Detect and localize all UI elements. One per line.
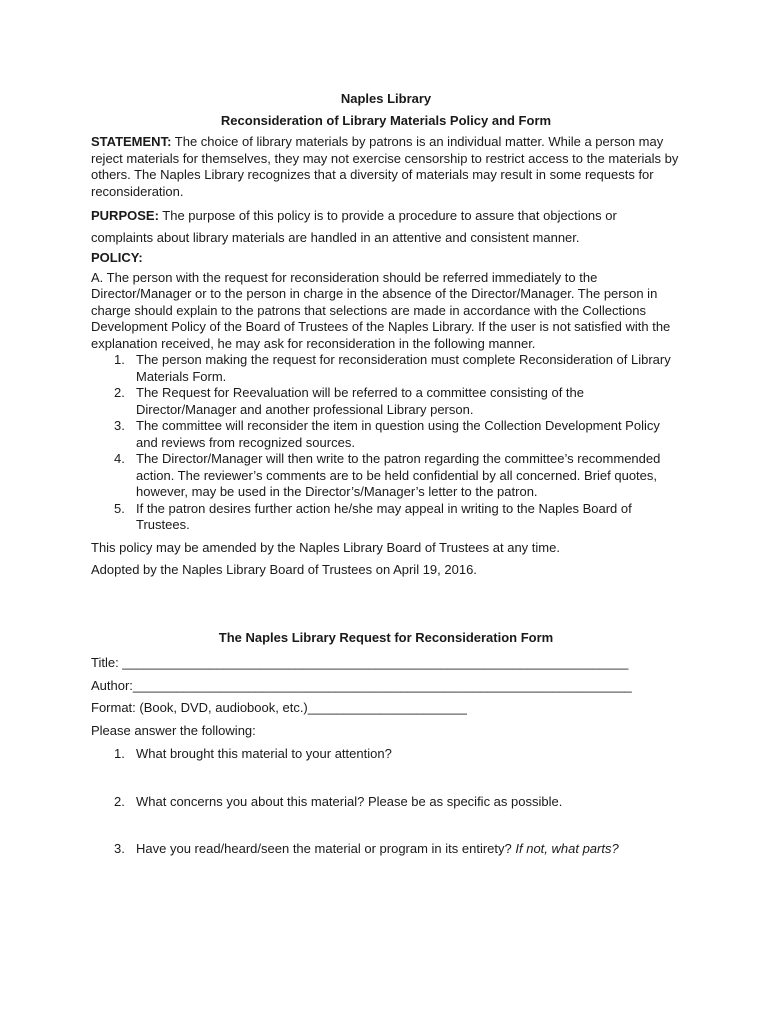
list-number: 3. <box>114 841 125 856</box>
purpose-paragraph <box>91 205 681 249</box>
question-item <box>91 794 681 811</box>
list-number: 3. <box>114 418 125 433</box>
policy-item-text: The committee will reconsider the item in question using the Collection Development Policy and reviews from recognized sources. <box>136 418 660 450</box>
statement-label: STATEMENT: <box>91 134 172 149</box>
policy-item <box>91 385 681 418</box>
author-field[interactable]: Author:_____________________________________________________________________ <box>91 677 632 693</box>
policy-item <box>91 501 681 534</box>
list-number: 4. <box>114 451 125 466</box>
policy-item-text: If the patron desires further action he/she may appeal in writing to the Naples Board of Trustees. <box>136 500 632 532</box>
list-number: 1. <box>114 352 125 367</box>
list-number: 2. <box>114 793 125 809</box>
policy-item <box>91 451 681 501</box>
form-title: The Naples Library Request for Reconsideration Form <box>218 629 554 645</box>
question-text: What brought this material to your attention? <box>136 746 392 761</box>
question-text: What concerns you about this material? Please be as specific as possible. <box>136 793 563 809</box>
policy-list <box>91 352 681 534</box>
format-field[interactable]: Format: (Book, DVD, audiobook, etc.)______________________ <box>91 700 467 715</box>
questions-intro: Please answer the following: <box>91 722 256 738</box>
policy-item <box>91 352 681 385</box>
purpose-label: PURPOSE: <box>91 208 159 223</box>
purpose-text: The purpose of this policy is to provide a procedure to assure that objections or complaints about library materials are handled in an attentive and consistent manner. <box>91 208 617 245</box>
document-subtitle: Reconsideration of Library Materials Policy and Form <box>220 112 552 128</box>
question-item <box>91 746 681 763</box>
policy-item-text: The Request for Reevaluation will be referred to a committee consisting of the Director/Manager and another professional Library person. <box>136 385 585 417</box>
question-italic-text: If not, what parts? <box>515 841 619 856</box>
adoption-note: Adopted by the Naples Library Board of Trustees on April 19, 2016. <box>91 562 477 577</box>
form-fields <box>91 655 681 717</box>
amendment-note: This policy may be amended by the Naples Library Board of Trustees at any time. <box>91 539 560 555</box>
question-text: Have you read/heard/seen the material or program in its entirety? <box>136 841 516 856</box>
title-field[interactable]: Title: ______________________________________________________________________ <box>91 655 629 670</box>
question-item <box>91 841 681 858</box>
policy-intro: A. The person with the request for reconsideration should be referred immediately to the Director/Manager or to the person in charge in the absence of the Director/Manager. The person in charge should explain to the patrons that selections are made in accordance with the Collections Development Policy of the Board of Trustees of the Naples Library. If the user is not satisfied with the explanation received, he may ask for reconsideration in the following manner. <box>91 269 671 351</box>
policy-heading: POLICY: <box>91 250 143 265</box>
list-number: 2. <box>114 385 125 400</box>
statement-paragraph <box>91 134 681 200</box>
policy-item-text: The Director/Manager will then write to the patron regarding the committee’s recommended action. The reviewer’s comments are to be held confidential by all concerned. Brief quotes, however, may be used in the Director’s/Manager’s letter to the patron. <box>136 451 661 499</box>
question-list <box>91 746 681 858</box>
list-number: 1. <box>114 746 125 761</box>
statement-text: The choice of library materials by patrons is an individual matter. While a person may reject materials for themselves, they may not exercise censorship to restrict access to the materials by others. The Naples Library recognizes that a diversity of materials may result in some requests for reconsideration. <box>91 134 679 199</box>
policy-item-text: The person making the request for reconsideration must complete Reconsideration of Library Materials Form. <box>136 352 671 384</box>
policy-item <box>91 418 681 451</box>
list-number: 5. <box>114 500 125 516</box>
document-title: Naples Library <box>340 91 432 106</box>
document-page <box>91 91 681 858</box>
